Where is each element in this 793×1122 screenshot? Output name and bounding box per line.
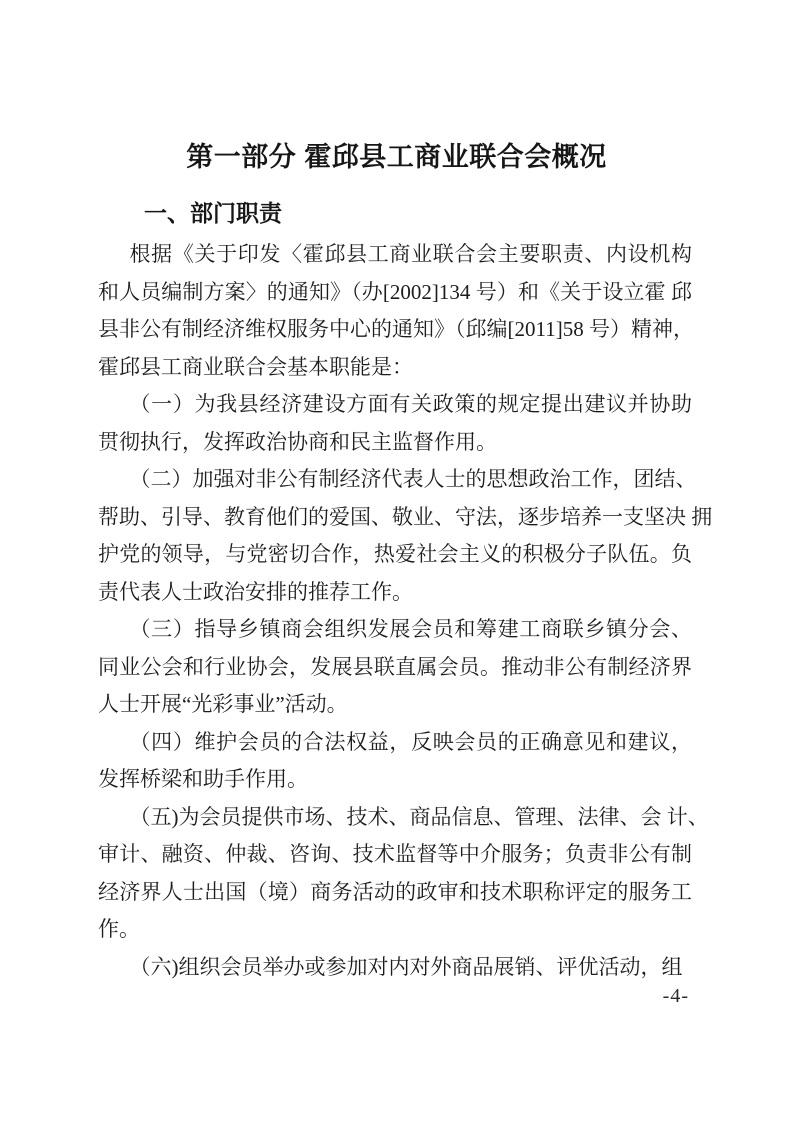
text-line: 发挥桥梁和助手作用。 (98, 767, 308, 791)
page-number: -4- (662, 985, 689, 1007)
text-line: 同业公会和行业协会，发展县联直属会员。推动非公有制经济界 (98, 654, 692, 679)
text-line: 审计、融资、仲裁、咨询、技术监督等中介服务；负责非公有制 (98, 842, 692, 866)
text-line: （五)为会员提供市场、技术、商品信息、管理、法律、会 计、 (129, 804, 709, 829)
text-line: （四）维护会员的合法权益，反映会员的正确意见和建议， (129, 729, 692, 754)
text-line: 和人员编制方案〉的通知》（办[2002]134 号）和《关于设立霍 邱 (98, 279, 692, 304)
section-heading: 一、部门职责 (144, 200, 282, 226)
text-line: （三）指导乡镇商会组织发展会员和筹建工商联乡镇分会、 (129, 617, 692, 641)
text-line: 霍邱县工商业联合会基本职能是： (98, 354, 413, 379)
text-line: 经济界人士出国（境）商务活动的政审和技术职称评定的服务工 (98, 879, 692, 904)
text-line: （二）加强对非公有制经济代表人士的思想政治工作，团结、 (129, 467, 697, 491)
text-line: 护党的领导，与党密切合作，热爱社会主义的积极分子队伍。负 (98, 542, 692, 566)
text-line: 责代表人士政治安排的推荐工作。 (98, 579, 413, 604)
text-line: 人士开展“光彩事业”活动。 (98, 692, 348, 716)
text-line: 帮助、引导、教育他们的爱国、敬业、守法，逐步培养一支坚决 拥 (98, 504, 713, 529)
text-line: （一）为我县经济建设方面有关政策的规定提出建议并协助 (129, 392, 692, 416)
document-body (98, 236, 713, 986)
document-title: 第一部分 霍邱县工商业联合会概况 (186, 142, 607, 172)
text-line: 县非公有制经济维权服务中心的通知》（邱编[2011]58 号）精神， (98, 317, 694, 341)
text-line: 根据《关于印发〈霍邱县工商业联合会主要职责、内设机构 (129, 242, 692, 266)
text-line: 作。 (98, 917, 140, 941)
text-line: 贯彻执行，发挥政治协商和民主监督作用。 (98, 429, 497, 454)
text-line: （六)组织会员举办或参加对内对外商品展销、评优活动，组 (129, 954, 683, 979)
